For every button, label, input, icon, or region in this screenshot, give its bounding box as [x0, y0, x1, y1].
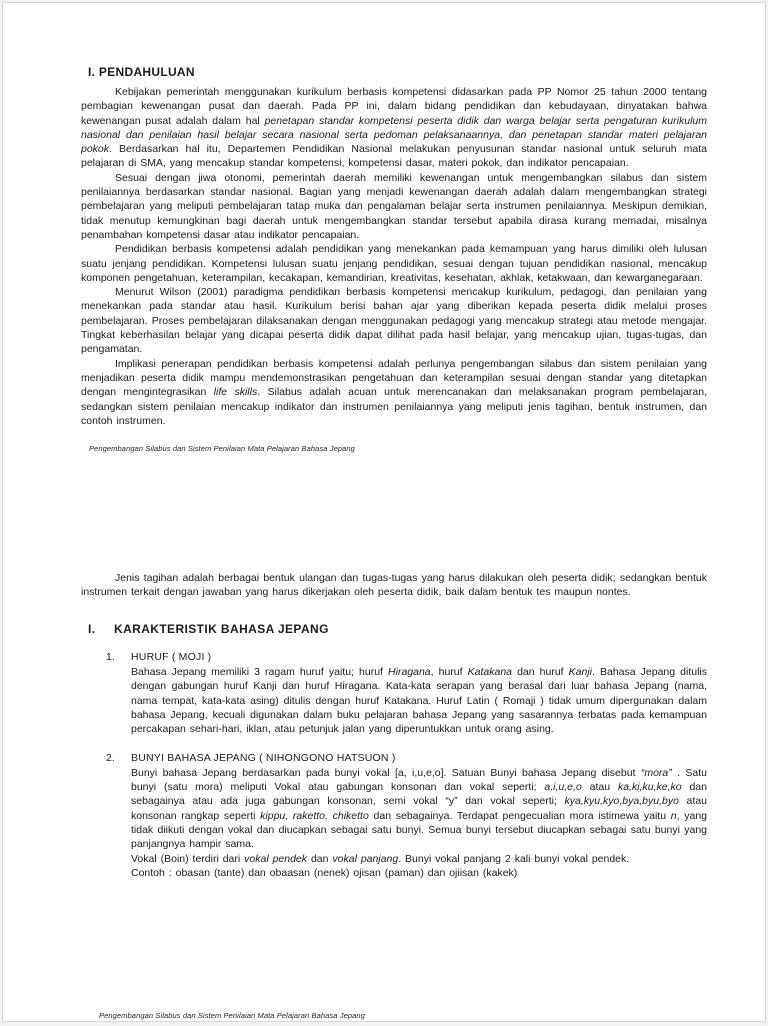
list-item-number: 2. — [106, 751, 115, 764]
page-footer-bottom: Pengembangan Silabus dan Sistem Penilaian Mata Pelajaran Bahasa Jepang — [99, 1011, 365, 1020]
list-item-body — [131, 751, 707, 881]
list-item-text — [131, 665, 707, 736]
interlude-body — [81, 571, 707, 600]
list-item-number: 1. — [106, 650, 115, 663]
paragraph: Menurut Wilson (2001) paradigma pendidikan berbasis kompetensi mencakup kurikulum, pedagogi, dan penilaian yang menekankan pada standar atau hasil. Kurikulum berisi bahan ajar yang diberikan kepada peserta didik melalui proses pembelajaran. Proses pembelajaran dilaksanakan dengan menggunakan pedagogi yang mencakup strategi atau metode mengajar. Tingkat keberhasilan belajar yang dicapai peserta didik dapat dilihat pada hasil belajar, yang mencakup ujian, tugas-tugas, dan pengamatan. — [81, 286, 707, 356]
paragraph: Bunyi bahasa Jepang berdasarkan pada bunyi vokal [a, i,u,e,o]. Satuan Bunyi bahasa Jepang disebut “mora” . Satu bunyi (satu mora) meliputi Vokal atau gabungan konsonan dan vokal seperti; a,i,u,e,o atau ka,ki,ku,ke,ko dan sebagainya atau ada juga gabungan konsonan, semi vokal “y” dan vokal seperti; kya,kyu,kyo,bya,byu,byo atau konsonan rangkap seperti kippu, raketto, chiketto dan sebagainya. Terdapat pengecualian mora istimewa yaitu n, yang tidak diikuti dengan vokal dan diucapkan sebagai satu bunyi. Semua bunyi tersebut diucapkan sebagai satu bunyi yang panjangnya hampir sama. — [131, 766, 707, 851]
section1-body — [81, 85, 707, 428]
section1-title: I. PENDAHULUAN — [88, 65, 195, 79]
list-item-heading: BUNYI BAHASA JEPANG ( NIHONGONO HATSUON ) — [131, 751, 396, 764]
paragraph: Bahasa Jepang memiliki 3 ragam huruf yaitu; huruf Hiragana, huruf Katakana dan huruf Kanji. Bahasa Jepang ditulis dengan gabungan huruf Kanji dan huruf Hiragana. Kata-kata serapan yang berasal dari luar bahasa Jepang (nama, nama tempat, kata-kata asing) ditulis dengan huruf Katakana. Huruf Latin ( Romaji ) tidak umum dipergunakan dalam bahasa Jepang, kecuali digunakan dalam buku pelajaran bahasa Jepang yang sasarannya terbatas pada kemampuan percakapan sehari-hari, iklan, atau petunjuk jalan yang diperuntukkan untuk orang asing. — [131, 666, 708, 736]
document-page — [2, 2, 766, 1022]
list-item-text — [131, 766, 707, 880]
section2-number: I. — [88, 621, 96, 636]
paragraph: Sesuai dengan jiwa otonomi, pemerintah daerah memiliki kewenangan untuk mengembangkan silabus dan sistem penilaiannya berdasarkan standar nasional. Bagian yang menjadi kewenangan daerah adalah dalam mengembangkan strategi pembelajaran yang meliputi pembelajaran tatap muka dan pengalaman belajar serta instrumen penilaiannya. Meskipun demikian, tidak menutup kemungkinan bagi daerah untuk mengembangkan standar tersebut apabila dirasa kurang memadai, misalnya penambahan kompetensi dasar atau indikator pencapaian. — [81, 171, 707, 241]
paragraph: Pendidikan berbasis kompetensi adalah pendidikan yang menekankan pada kemampuan yang harus dimiliki oleh lulusan suatu jenjang pendidikan. Kompetensi lulusan suatu jenjang pendidikan, sesuai dengan tujuan pendidikan nasional, mencakup komponen pengetahuan, keterampilan, kecakapan, kemandirian, kreativitas, kesehatan, akhlak, ketakwaan, dan kewarganegaraan. — [81, 243, 707, 284]
paragraph: Kebijakan pemerintah menggunakan kurikulum berbasis kompetensi didasarkan pada PP Nomor 25 tahun 2000 tentang pembagian kewenangan pusat dan daerah. Pada PP ini, dalam bidang pendidikan dan kebudayaan, dinyatakan bahwa kewenangan pusat adalah dalam hal penetapan standar kompetensi peserta didik dan warga belajar serta pengaturan kurikulum nasional dan penilaian hasil belajar secara nasional serta pedoman pelaksanaannya, dan penetapan standar materi pelajaran pokok. Berdasarkan hal itu, Departemen Pendidikan Nasional melakukan penyusunan standar nasional untuk seluruh mata pelajaran di SMA, yang mencakup standar kompetensi, kompetensi dasar, materi pokok, dan indikator pencapaian. — [81, 86, 707, 170]
list-item-body — [131, 650, 707, 737]
paragraph: Implikasi penerapan pendidikan berbasis kompetensi adalah perlunya pengembangan silabus dan sistem penilaian yang menjadikan peserta didik mampu mendemonstrasikan pengetahuan dan keterampilan sesuai dengan standar yang ditetapkan dengan mengintegrasikan life skills. Silabus adalah acuan untuk merencanakan dan melaksanakan program pembelajaran, sedangkan sistem penilaian mencakup indikator dan instrumen penilaiannya yang meliputi jenis tagihan, bentuk instrumen, dan contoh instrumen. — [81, 357, 707, 427]
section2-heading — [88, 622, 707, 636]
page-footer-mid: Pengembangan Silabus dan Sistem Penilaian Mata Pelajaran Bahasa Jepang — [89, 444, 355, 454]
list-item-heading: HURUF ( MOJI ) — [131, 650, 212, 663]
section2 — [81, 622, 707, 880]
paragraph: Contoh : obasan (tante) dan obaasan (nenek) ojisan (paman) dan ojiisan (kakek) — [131, 866, 518, 879]
paragraph: Jenis tagihan adalah berbagai bentuk ulangan dan tugas-tugas yang harus dilakukan oleh peserta didik; sedangkan bentuk instrumen terkait dengan jawaban yang harus dikerjakan oleh peserta didik, baik dalam bentuk tes maupun nontes. — [81, 572, 707, 599]
list-item — [106, 751, 707, 881]
section2-title: KARAKTERISTIK BAHASA JEPANG — [114, 621, 329, 636]
paragraph: Vokal (Boin) terdiri dari vokal pendek dan vokal panjang. Bunyi vokal panjang 2 kali bunyi vokal pendek. — [131, 852, 630, 865]
list-item — [106, 650, 707, 737]
